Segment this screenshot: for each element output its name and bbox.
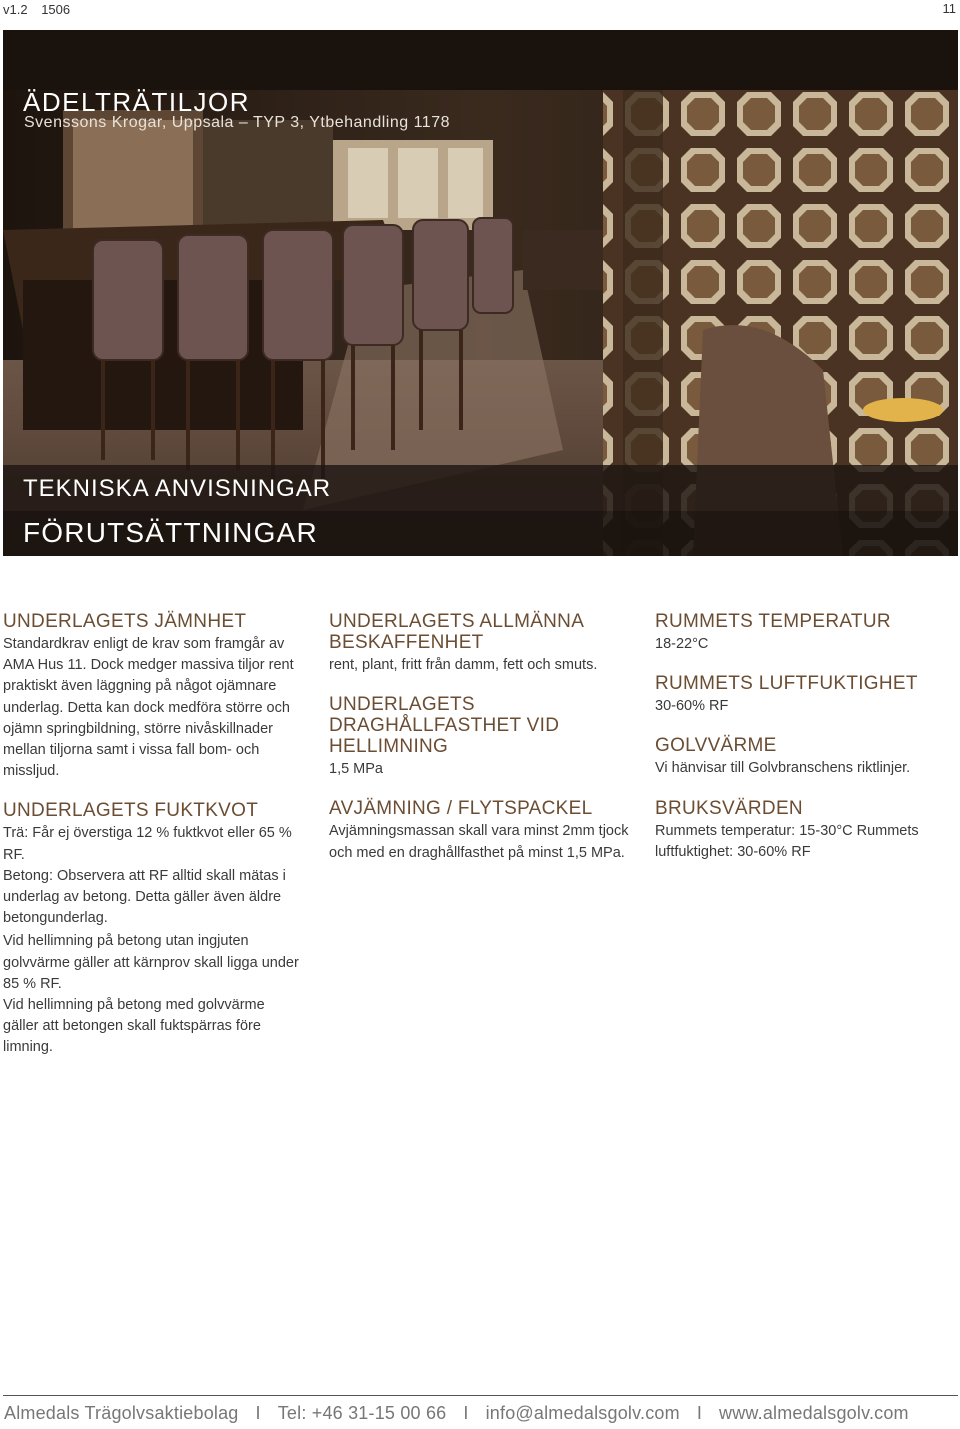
section-text: Avjämningsmassan skall vara minst 2mm tjock och med en draghållfasthet på minst 1,5 MPa. [329, 823, 629, 861]
section-leveling [329, 798, 629, 863]
column-middle [329, 611, 629, 882]
footer-separator: I [463, 1403, 469, 1423]
column-left [3, 611, 303, 1077]
section-band-prerequisites [3, 511, 958, 556]
section-general-condition [329, 611, 629, 676]
footer-separator: I [255, 1403, 261, 1423]
footer [4, 1403, 909, 1424]
version-label: v1.2 [3, 2, 28, 17]
hero-subtitle: Svenssons Krogar, Uppsala – TYP 3, Ytbehandling 1178 [24, 114, 450, 131]
column-right [655, 611, 955, 881]
band-title-technical: TEKNISKA ANVISNINGAR [23, 475, 332, 502]
section-text: Standardkrav enligt de krav som framgår av AMA Hus 11. Dock medger massiva tiljor rent praktiskt även läggning på något ojämnare underlag. Detta kan dock medföra större och ojämn springbildning, större nivåskillnader mellan tiljorna samt i vissa fall bom- och missljud. [3, 636, 294, 780]
section-text: Rummets temperatur: 15-30°C Rummets luftfuktighet: 30-60% RF [655, 822, 919, 860]
section-evenness [3, 611, 303, 782]
section-text: rent, plant, fritt från damm, fett och smuts. [329, 657, 598, 673]
hero-title: ÄDELTRÄTILJOR [23, 87, 251, 118]
hero-banner [3, 30, 958, 556]
section-heading: BRUKSVÄRDEN [655, 797, 803, 819]
section-heading: UNDERLAGETS JÄMNHET [3, 611, 247, 632]
footer-divider [3, 1395, 958, 1396]
footer-phone[interactable]: Tel: +46 31-15 00 66 [277, 1403, 447, 1423]
section-text: Vid hellimning på betong utan ingjuten golvvärme gäller att kärnprov skall ligga under 85 % RF. [3, 933, 299, 992]
footer-separator: I [696, 1403, 703, 1423]
section-heading: GOLVVÄRME [655, 735, 777, 757]
section-heading: UNDERLAGETS ALLMÄNNA BESKAFFENHET [329, 611, 584, 653]
section-heading: AVJÄMNING / FLYTSPACKEL [329, 798, 593, 820]
section-heading: UNDERLAGETS FUKTKVOT [3, 800, 259, 822]
page-number: 11 [942, 1, 956, 16]
section-text: Vid hellimning på betong med golvvärme gäller att betongen skall fuktspärras före limning. [3, 997, 265, 1056]
section-room-temperature [655, 611, 955, 655]
document-code: 1506 [41, 2, 71, 17]
section-text: Vi hänvisar till Golvbranschens riktlinjer. [655, 760, 911, 777]
section-heading: RUMMETS TEMPERATUR [655, 611, 891, 632]
section-heading: UNDERLAGETS DRAGHÅLLFASTHET VID HELLIMNING [329, 694, 560, 758]
section-moisture [3, 800, 303, 1058]
section-usage-values [655, 798, 955, 863]
document-meta [3, 2, 80, 17]
section-floor-heating [655, 735, 955, 779]
section-room-humidity [655, 673, 955, 717]
section-heading: RUMMETS LUFTFUKTIGHET [655, 673, 918, 695]
section-text: Trä: Får ej överstiga 12 % fuktkvot eller 65 % RF. [3, 825, 292, 863]
section-text: 30-60% RF [655, 698, 729, 715]
section-text: Betong: Observera att RF alltid skall mätas i underlag av betong. Detta gäller även äldre betongunderlag. [3, 867, 286, 927]
section-band-technical [3, 465, 958, 511]
section-text: 18-22°C [655, 636, 709, 652]
band-title-prerequisites: FÖRUTSÄTTNINGAR [23, 517, 318, 548]
footer-website-link[interactable]: www.almedalsgolv.com [719, 1403, 909, 1423]
footer-company: Almedals Trägolvsaktiebolag [4, 1403, 239, 1423]
section-tensile-strength [329, 694, 629, 780]
section-text: 1,5 MPa [329, 761, 383, 778]
footer-email-link[interactable]: info@almedalsgolv.com [485, 1403, 680, 1423]
